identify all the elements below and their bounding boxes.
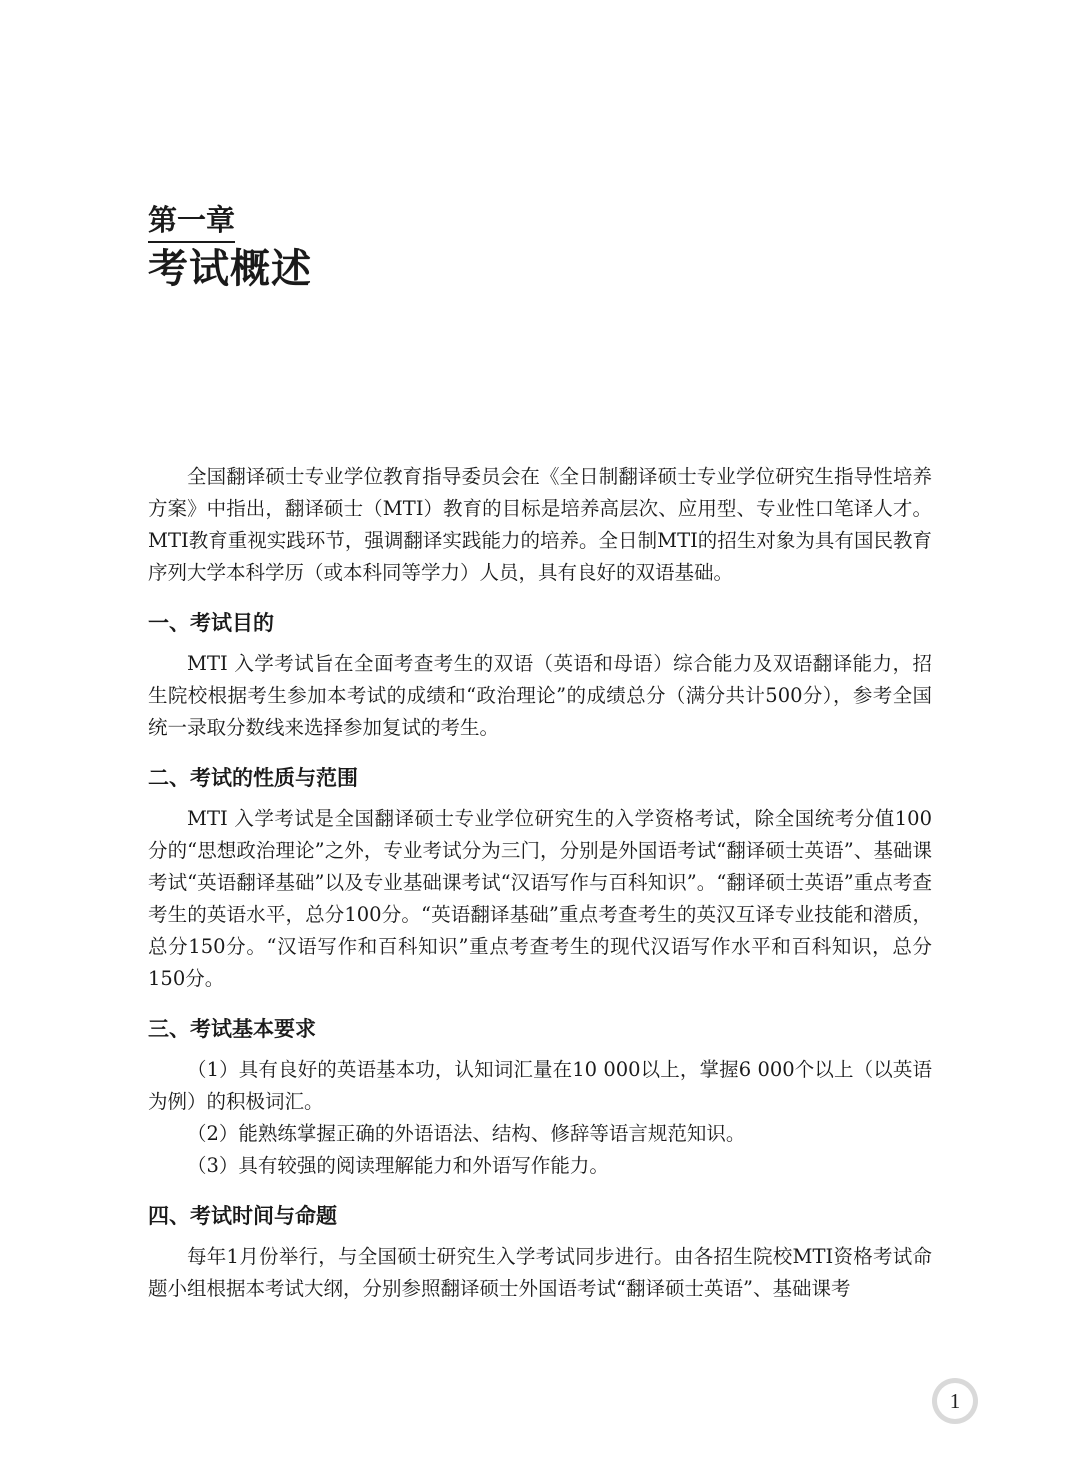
intro-paragraph: 全国翻译硕士专业学位教育指导委员会在《全日制翻译硕士专业学位研究生指导性培养方案》中指出，翻译硕士（MTI）教育的目标是培养高层次、应用型、专业性口笔译人才。MTI教育重视实践环节，强调翻译实践能力的培养。全日制MTI的招生对象为具有国民教育序列大学本科学历（或本科同等学力）人员，具有良好的双语基础。 xyxy=(148,465,932,584)
section-heading-nature-scope: 二、考试的性质与范围 xyxy=(148,766,358,790)
page-number: 1 xyxy=(937,1383,973,1419)
chapter-title: 考试概述 xyxy=(148,246,312,292)
requirement-item: （3）具有较强的阅读理解能力和外语写作能力。 xyxy=(187,1154,609,1177)
page-number-badge xyxy=(932,1378,978,1424)
document-body xyxy=(148,461,932,1305)
section-heading-time-proposition: 四、考试时间与命题 xyxy=(148,1204,337,1228)
chapter-label: 第一章 xyxy=(148,200,235,243)
section-body-time-proposition: 每年1月份举行，与全国硕士研究生入学考试同步进行。由各招生院校MTI资格考试命题小组根据本考试大纲，分别参照翻译硕士外国语考试“翻译硕士英语”、基础课考 xyxy=(148,1245,932,1300)
requirement-item: （2）能熟练掌握正确的外语语法、结构、修辞等语言规范知识。 xyxy=(187,1122,746,1145)
requirement-item: （1）具有良好的英语基本功，认知词汇量在10 000以上，掌握6 000个以上（以英语为例）的积极词汇。 xyxy=(148,1058,932,1113)
section-body-nature-scope: MTI 入学考试是全国翻译硕士专业学位研究生的入学资格考试，除全国统考分值100分的“思想政治理论”之外，专业考试分为三门，分别是外国语考试“翻译硕士英语”、基础课考试“英语翻译基础”以及专业基础课考试“汉语写作与百科知识”。“翻译硕士英语”重点考查考生的英语水平，总分100分。“英语翻译基础”重点考查考生的英汉互译专业技能和潜质，总分150分。“汉语写作和百科知识”重点考查考生的现代汉语写作水平和百科知识，总分150分。 xyxy=(148,807,932,990)
section-heading-requirements: 三、考试基本要求 xyxy=(148,1017,316,1041)
section-body-purpose: MTI 入学考试旨在全面考查考生的双语（英语和母语）综合能力及双语翻译能力，招生院校根据考生参加本考试的成绩和“政治理论”的成绩总分（满分共计500分），参考全国统一录取分数线来选择参加复试的考生。 xyxy=(148,652,932,739)
section-heading-purpose: 一、考试目的 xyxy=(148,611,274,635)
